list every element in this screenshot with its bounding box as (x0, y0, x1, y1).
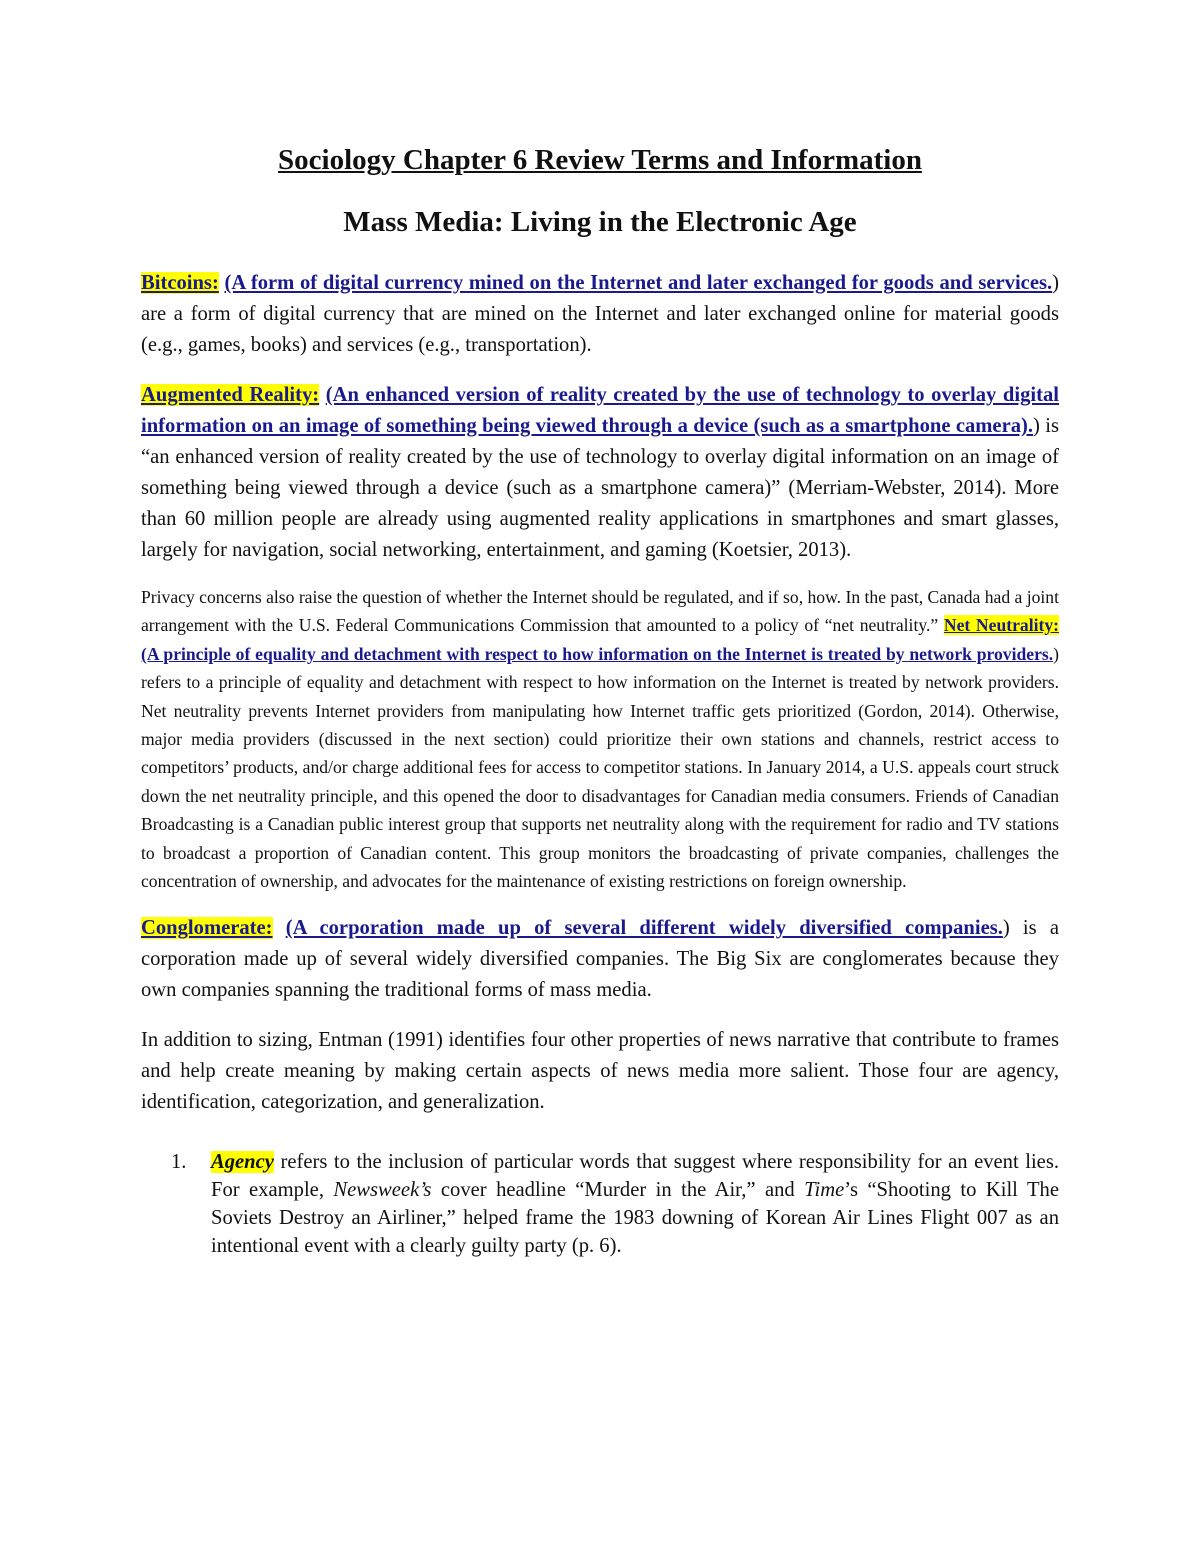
page-title: Sociology Chapter 6 Review Terms and Information (278, 144, 922, 176)
text-agency-2: cover headline “Murder in the Air,” and (431, 1179, 805, 1202)
term-augmented-reality: Augmented Reality: (141, 384, 320, 406)
augmented-reality-paragraph (141, 380, 1059, 566)
definition-net-neutrality: (A principle of equality and detachment with respect to how information on the Internet is treated by network providers. (141, 643, 1054, 664)
term-agency: Agency (211, 1151, 274, 1174)
text-agency-1: refers to the inclusion of particular words that suggest where responsibility for an event lies. For example, (211, 1151, 1059, 1202)
text-net-neutrality: ) refers to a principle of equality and detachment with respect to how information on the Internet is treated by network providers. Net neutrality prevents Internet providers from manipulating how Internet traffic gets prioritized (Gordon, 2014). Otherwise, major media providers (discussed in the next section) could prioritize their own stations and channels, restrict access to competitors’ products, and/or charge additional fees for access to competitor stations. In January 2014, a U.S. appeals court struck down the net neutrality principle, and this opened the door to disadvantages for Canadian media consumers. Friends of Canadian Broadcasting is a Canadian public interest group that supports net neutrality along with the requirement for radio and TV stations to broadcast a proportion of Canadian content. This group monitors the broadcasting of private companies, challenges the concentration of ownership, and advocates for the maintenance of existing restrictions on foreign ownership. (141, 643, 1059, 892)
text-bitcoins: ) are a form of digital currency that are mined on the Internet and later exchanged online for material goods (e.g., games, books) and services (e.g., transportation). (141, 272, 1059, 356)
entman-paragraph: In addition to sizing, Entman (1991) identifies four other properties of news narrative that contribute to frames and help create meaning by making certain aspects of news media more salient. Those four are agency, identification, categorization, and generalization. (141, 1029, 1059, 1114)
list-number: 1. (171, 1151, 187, 1174)
list-item (141, 1148, 1059, 1260)
text-conglomerate: ) is a corporation made up of several widely diversified companies. The Big Six are conglomerates because they own companies spanning the traditional forms of mass media. (141, 917, 1059, 1002)
conglomerate-paragraph (141, 913, 1059, 1006)
text-newsweek: Newsweek’s (333, 1179, 432, 1202)
net-neutrality-paragraph (141, 583, 1059, 895)
bitcoins-paragraph (141, 268, 1059, 361)
term-bitcoins: Bitcoins: (141, 272, 219, 294)
page-subtitle: Mass Media: Living in the Electronic Age (343, 206, 857, 238)
definition-bitcoins: (A form of digital currency mined on the Internet and later exchanged for goods and services. (224, 272, 1053, 294)
text-time: Time (804, 1179, 845, 1202)
definition-conglomerate: (A corporation made up of several different widely diversified companies. (285, 917, 1003, 940)
text-augmented-reality: ) is “an enhanced version of reality created by the use of technology to overlay digital information on an image of something being viewed through a device (such as a smartphone camera)” (Merriam-Webster, 2014). More than 60 million people are already using augmented reality applications in smartphones and smart glasses, largely for navigation, social networking, entertainment, and gaming (Koetsier, 2013). (141, 415, 1059, 561)
term-net-neutrality: Net Neutrality: (943, 615, 1059, 636)
definition-augmented-reality: (An enhanced version of reality created by the use of technology to overlay digital information on an image of something being viewed through a device (such as a smartphone camera). (141, 384, 1059, 437)
term-conglomerate: Conglomerate: (141, 917, 273, 940)
text-privacy-intro: Privacy concerns also raise the question of whether the Internet should be regulated, and if so, how. In the past, Canada had a joint arrangement with the U.S. Federal Communications Commission that amounted to a policy of “net neutrality.” (141, 587, 1059, 636)
text-agency-3: ’s “Shooting to Kill The Soviets Destroy an Airliner,” helped frame the 1983 downing of Korean Air Lines Flight 007 as an intentional event with a clearly guilty party (p. 6). (211, 1179, 1059, 1258)
properties-list (141, 1148, 1059, 1260)
